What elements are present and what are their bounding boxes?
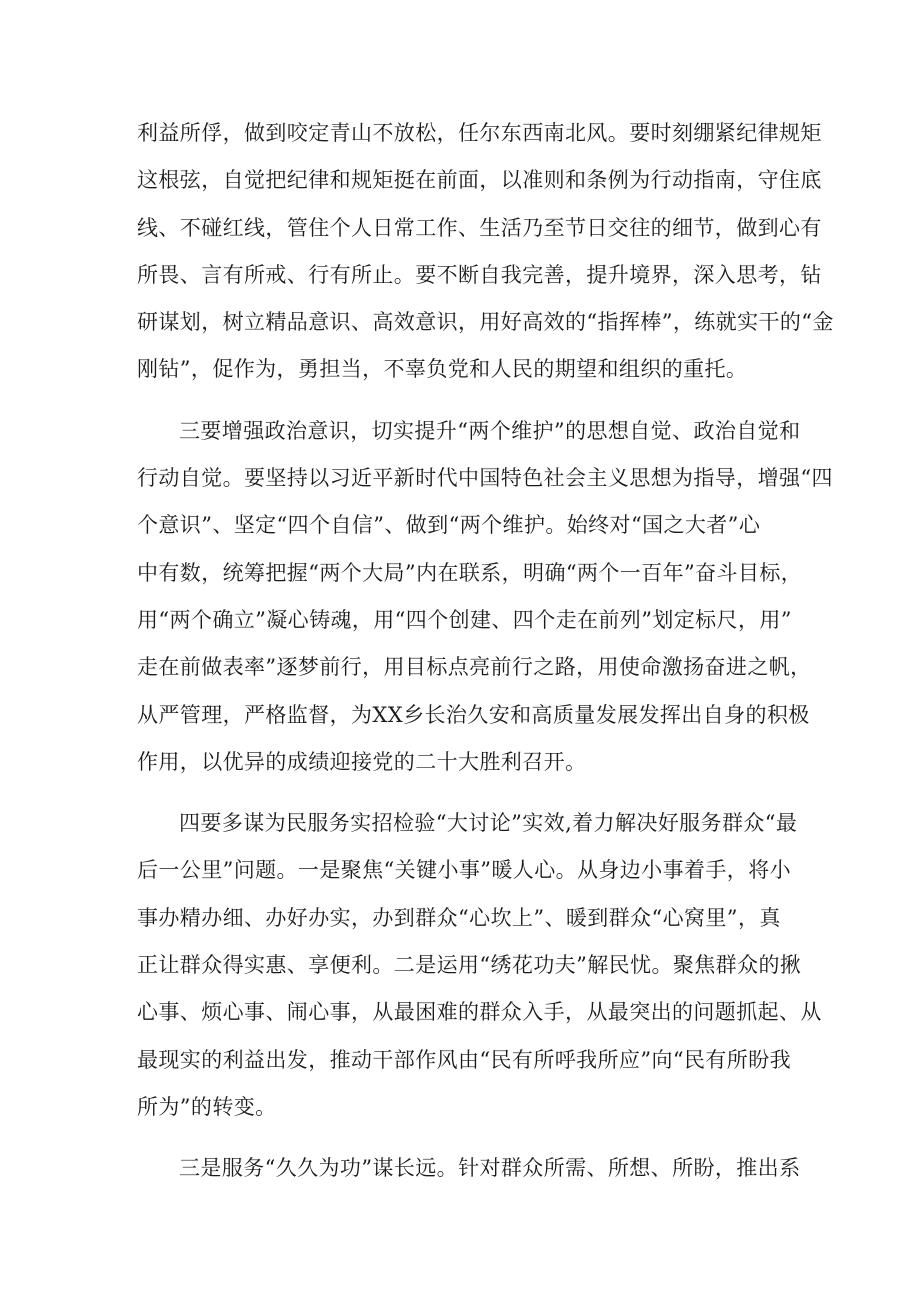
text-line: 用“两个确立”凝心铸魂，用“四个创建、四个走在前列”划定标尺，用” — [137, 607, 792, 632]
paragraph-spacer — [137, 786, 797, 800]
paragraph-spacer — [137, 394, 797, 408]
paragraph-1 — [137, 110, 834, 394]
text-line: 利益所俘，做到咬定青山不放松，任尔东西南北风。要时刻绷紧纪律规矩 — [137, 121, 822, 145]
text-line: 线、不碰红线，管住个人日常工作、生活乃至节日交往的细节，做到心有 — [137, 215, 822, 240]
text-line: 行动自觉。要坚持以习近平新时代中国特色社会主义思想为指导，增强“四 — [137, 466, 833, 491]
text-line: 刚钻”，促作为，勇担当，不辜负党和人民的期望和组织的重托。 — [137, 357, 748, 382]
text-line: 作用，以优异的成绩迎接党的二十大胜利召开。 — [137, 749, 587, 774]
text-line: 中有数，统筹把握“两个大局”内在联系，明确“两个一百年”奋斗目标， — [137, 560, 803, 585]
text-line: 研谋划，树立精品意识、高效意识，用好高效的“指挥棒”，练就实干的“金 — [137, 310, 834, 335]
paragraph-3 — [137, 800, 822, 1131]
text-line: 走在前做表率”逐梦前行，用目标点亮前行之路，用使命激扬奋进之帆， — [137, 655, 812, 680]
text-line: 个意识”、坚定“四个自信”、做到“两个维护。始终对“国之大者”心 — [137, 513, 761, 538]
paragraph-spacer — [137, 1131, 797, 1145]
paragraph-4 — [137, 1145, 801, 1192]
text-line: 事办精办细、办好办实，办到群众“心坎上”、暖到群众“心窝里”，真 — [137, 905, 781, 930]
paragraph-2 — [137, 408, 833, 786]
text-line: 这根弦，自觉把纪律和规矩挺在前面，以准则和条例为行动指南，守住底 — [137, 168, 822, 193]
text-line: 所畏、言有所戒、行有所止。要不断自我完善，提升境界，深入思考，钻 — [137, 262, 822, 287]
text-line: 四要多谋为民服务实招检验“大讨论”实效,着力解决好服务群众“最 — [179, 811, 798, 836]
text-line: 三要增强政治意识，切实提升“两个维护”的思想自觉、政治自觉和 — [179, 418, 801, 443]
text-line: 所为”的转变。 — [137, 1094, 277, 1119]
text-line: 后一公里”问题。一是聚焦“关键小事”暖人心。从身边小事着手，将小 — [137, 858, 792, 883]
text-line: 从严管理，严格监督，为XX乡长治久安和高质量发展发挥出自身的积极 — [137, 702, 810, 727]
text-line: 最现实的利益出发，推动干部作风由“民有所呼我所应”向“民有所盼我 — [137, 1047, 792, 1072]
text-line: 心事、烦心事、闹心事，从最困难的群众入手，从最突出的问题抓起、从 — [137, 1000, 822, 1025]
document-body — [137, 110, 834, 1193]
text-line: 三是服务“久久为功”谋长远。针对群众所需、所想、所盼，推出系 — [179, 1156, 801, 1181]
text-line: 正让群众得实惠、享便利。二是运用“绣花功夫”解民忧。聚焦群众的揪 — [137, 953, 802, 978]
